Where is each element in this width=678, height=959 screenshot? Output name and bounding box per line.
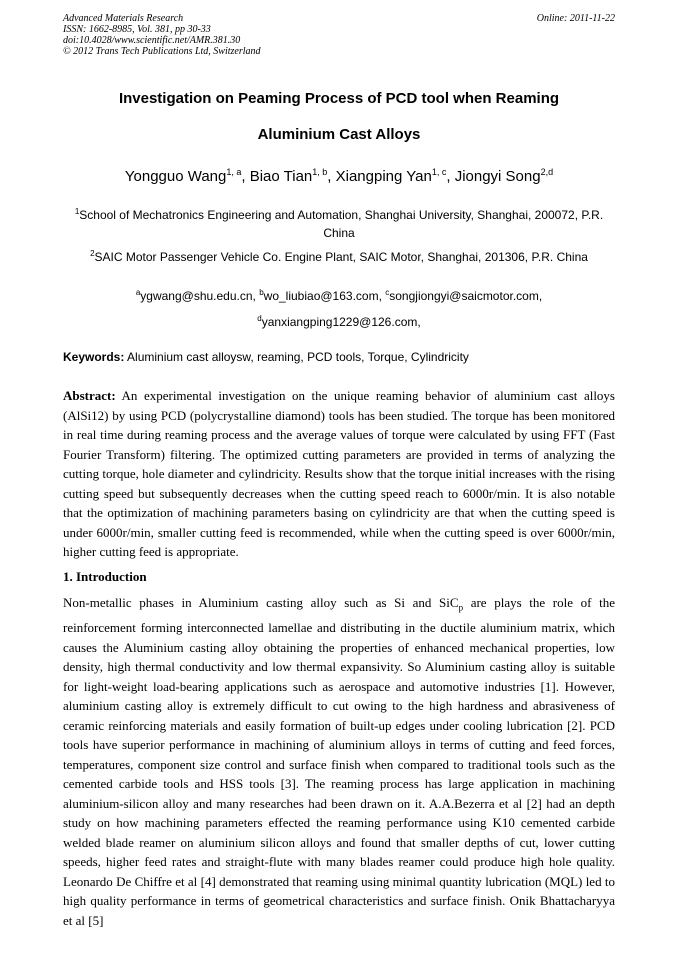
copyright-line: © 2012 Trans Tech Publications Ltd, Switzerland xyxy=(63,46,261,57)
author-name: Jiongyi Song xyxy=(454,168,541,185)
author-superscript: 1, c xyxy=(431,167,447,177)
affiliation-text: School of Mechatronics Engineering and Automation, Shanghai University, Shanghai, 200072, P.R. China xyxy=(79,208,604,240)
online-date: Online: 2011-11-22 xyxy=(536,13,615,24)
email-address: songjiongyi@saicmotor.com, xyxy=(389,289,543,303)
email-superscript: b xyxy=(259,288,264,297)
email-superscript: c xyxy=(385,288,390,297)
author-superscript: 1, a xyxy=(226,167,242,177)
keywords xyxy=(63,350,615,364)
intro-text-rest: are plays the role of the reinforcement forming interconnected lamellae and distributing in the ductile aluminium matrix, which causes the Aluminium casting alloy obtaining the properties of enhanced mechanical properties, low density, high thermal conductivity and low thermal expansivity. So Aluminium casting alloy is suitable for light-weight load-bearing applications such as aerospace and automotive industries [1]. However, aluminium casting alloy is extremely difficult to cut owing to the high hardness and abrasiveness of ceramic reinforcing materials and easily formation of built-up edges under cooling lubrication [2]. PCD tools have superior performance in machining of aluminium alloys in terms of cutting and feed forces, temperatures, component size control and surface finish when compared to traditional tools such as the cemented carbide tools and HSS tools [3]. The reaming process has large application in machining aluminium-silicon alloy and many researches had been drawn on it. A.A.Bezerra et al [2] had an depth study on how machining parameters effected the reaming performance using K10 cemented carbide welded blade reamer on aluminium silicon alloys and found that smaller depths of cut, lower cutting speeds, higher feed rates and straight-flute with many blades reamer could produce high hole quality. Leonardo De Chiffre et al [4] demonstrated that reaming using minimal quantity lubrication (MQL) led to high quality performance in terms of geometrical characteristics and surface finish. Onik Bhattacharyya et al [5] xyxy=(63,595,615,928)
affiliation-superscript: 1 xyxy=(74,207,80,216)
author-list: Yongguo Wang$^{1, a}$, Biao Tian$^{1, b}$, Xiangping Yan$^{1, c}$, Jiongyi Song$^{2,d}$ xyxy=(124,167,554,185)
doi-line: doi:10.4028/www.scientific.net/AMR.381.30 xyxy=(63,35,241,46)
intro-text-start: Non-metallic phases in Aluminium casting alloy such as Si and SiC xyxy=(63,595,459,610)
author-name: Yongguo Wang xyxy=(124,168,227,185)
email-address: ygwang@shu.edu.cn, xyxy=(140,289,260,303)
author-superscript: 2,d xyxy=(540,167,554,177)
abstract-label: Abstract: xyxy=(63,388,116,403)
email-line-1 xyxy=(63,288,615,303)
email-line-2 xyxy=(63,314,615,329)
author-name: Biao Tian xyxy=(249,168,313,185)
affiliation-1 xyxy=(63,203,615,242)
journal-header xyxy=(63,13,615,57)
issn-line: ISSN: 1662-8985, Vol. 381, pp 30-33 xyxy=(63,24,211,35)
email-address: wo_liubiao@163.com, xyxy=(263,289,386,303)
affiliation-2 xyxy=(63,245,615,266)
author-name: Xiangping Yan xyxy=(335,168,432,185)
title-line-1: Investigation on Peaming Process of PCD tool when Reaming xyxy=(118,90,560,107)
title-line-2: Aluminium Cast Alloys xyxy=(257,126,421,143)
affiliation-superscript: 2 xyxy=(90,249,95,258)
affiliation-text: SAIC Motor Passenger Vehicle Co. Engine Plant, SAIC Motor, Shanghai, 201306, P.R. China xyxy=(94,250,588,264)
section-heading-introduction: 1. Introduction xyxy=(63,569,147,584)
journal-name: Advanced Materials Research xyxy=(63,13,184,24)
email-superscript: a xyxy=(135,288,141,297)
keywords-label: Keywords: xyxy=(63,350,125,364)
abstract xyxy=(63,386,615,562)
author-superscript: 1, b xyxy=(312,167,328,177)
abstract-text: An experimental investigation on the unique reaming behavior of aluminium cast alloys (AlSi12) by using PCD (polycrystalline diamond) tools has been studied. The torque has been monitored in real time during reaming process and the average values of torque were calculated by using FFT (Fast Fourier Transform) filtering. The optimized cutting parameters are provided in terms of analyzing the cutting torque, hole diameter and cylindricity. Results show that the torque initial increases with the rising cutting speed but subsequently decreases when the cutting speed reach to 6000r/min. It is also notable that the optimization of machining parameters basing on cylindricity are that when the cutting speed is under 6000r/min, smaller cutting feed is recommended, while when the cutting speed is over 6000r/min, higher cutting feed is appropriate. xyxy=(63,388,615,559)
email-address: yanxiangping1229@126.com, xyxy=(261,315,421,329)
introduction-paragraph xyxy=(63,593,615,930)
intro-subscript: p xyxy=(458,602,464,613)
email-superscript: d xyxy=(257,314,262,323)
keywords-text: Aluminium cast alloysw, reaming, PCD tools, Torque, Cylindricity xyxy=(124,350,469,364)
